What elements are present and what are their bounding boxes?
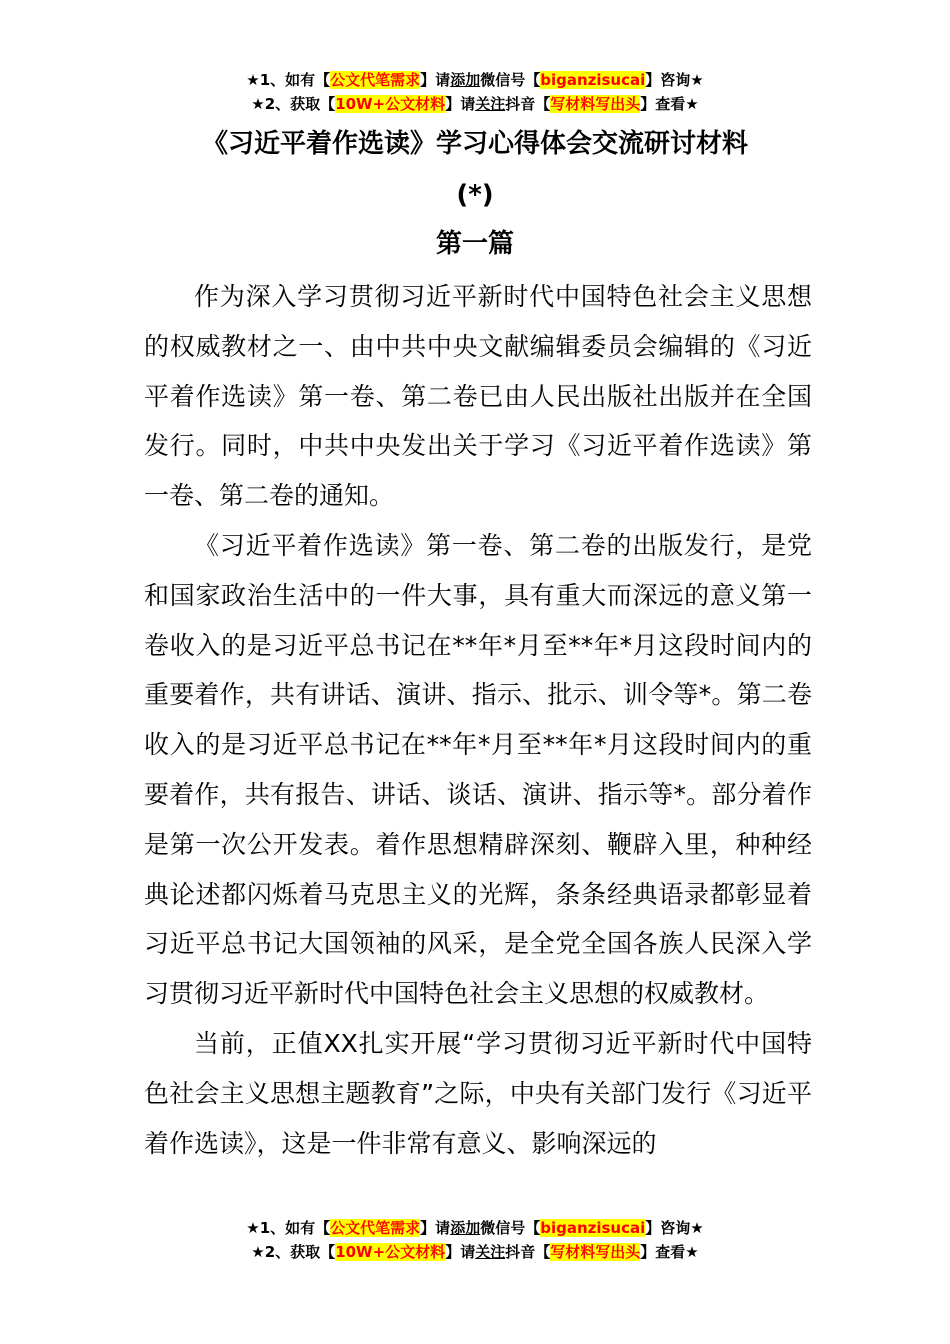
promo-text: 】咨询★ [645, 71, 704, 89]
promo-text: 微信号【 [480, 71, 541, 89]
document-body [144, 272, 812, 1168]
promo-text: 抖音【 [505, 1243, 551, 1261]
promo-text: 】请 [445, 95, 476, 113]
promo-highlight: biganzisucai [540, 71, 646, 89]
promo-text: ★2、获取【 [251, 95, 336, 113]
promo-text: 抖音【 [505, 95, 551, 113]
promo-highlight: biganzisucai [540, 1219, 646, 1237]
promo-underlined: 添加 [450, 71, 481, 89]
promo-text: 微信号【 [480, 1219, 541, 1237]
promo-text: 】查看★ [640, 1243, 699, 1261]
promo-text: ★2、获取【 [251, 1243, 336, 1261]
promo-highlight: 公文代笔需求 [330, 1219, 421, 1237]
promo-text: ★1、如有【 [246, 71, 331, 89]
promo-highlight: 写材料写出头 [550, 95, 641, 113]
promo-text: ★1、如有【 [246, 1219, 331, 1237]
document-subtitle: (*) [456, 180, 494, 210]
body-paragraph: 《习近平着作选读》第一卷、第二卷的出版发行，是党和国家政治生活中的一件大事，具有重大而深远的意义第一卷收入的是习近平总书记在**年*月至**年*月这段时间内的重要着作，共有讲话、演讲、指示、批示、训令等*。第二卷收入的是习近平总书记在**年*月至**年*月这段时间内的重要着作，共有报告、讲话、谈话、演讲、指示等*。部分着作是第一次公开发表。着作思想精辟深刻、鞭辟入里，种种经典论述都闪烁着马克思主义的光辉，条条经典语录都彰显着习近平总书记大国领袖的风采，是全党全国各族人民深入学习贯彻习近平新时代中国特色社会主义思想的权威教材。 [144, 530, 812, 1009]
promo-line-1 [0, 1216, 950, 1240]
promo-line-2 [0, 1240, 950, 1264]
promo-underlined: 关注 [475, 1243, 506, 1261]
document-title: 《习近平着作选读》学习心得体会交流研讨材料 [201, 129, 748, 159]
promo-text: 】请 [445, 1243, 476, 1261]
promo-highlight: 10W+公文材料 [335, 1243, 446, 1261]
body-paragraph: 作为深入学习贯彻习近平新时代中国特色社会主义思想的权威教材之一、由中共中央文献编辑委员会编辑的《习近平着作选读》第一卷、第二卷已由人民出版社出版并在全国发行。同时，中共中央发出关于学习《习近平着作选读》第一卷、第二卷的通知。 [144, 282, 812, 511]
promo-highlight: 公文代笔需求 [330, 71, 421, 89]
promo-line-1 [0, 68, 950, 92]
promo-underlined: 关注 [475, 95, 506, 113]
top-promo-banner [0, 68, 950, 116]
promo-highlight: 写材料写出头 [550, 1243, 641, 1261]
promo-text: 】请 [420, 1219, 451, 1237]
promo-text: 】请 [420, 71, 451, 89]
bottom-promo-banner [0, 1216, 950, 1264]
promo-text: 】查看★ [640, 95, 699, 113]
promo-text: 】咨询★ [645, 1219, 704, 1237]
promo-underlined: 添加 [450, 1219, 481, 1237]
promo-line-2 [0, 92, 950, 116]
section-heading: 第一篇 [435, 229, 514, 259]
body-paragraph: 当前，正值XX扎实开展“学习贯彻习近平新时代中国特色社会主义思想主题教育”之际，中央有关部门发行《习近平着作选读》，这是一件非常有意义、影响深远的 [144, 1028, 812, 1158]
promo-highlight: 10W+公文材料 [335, 95, 446, 113]
